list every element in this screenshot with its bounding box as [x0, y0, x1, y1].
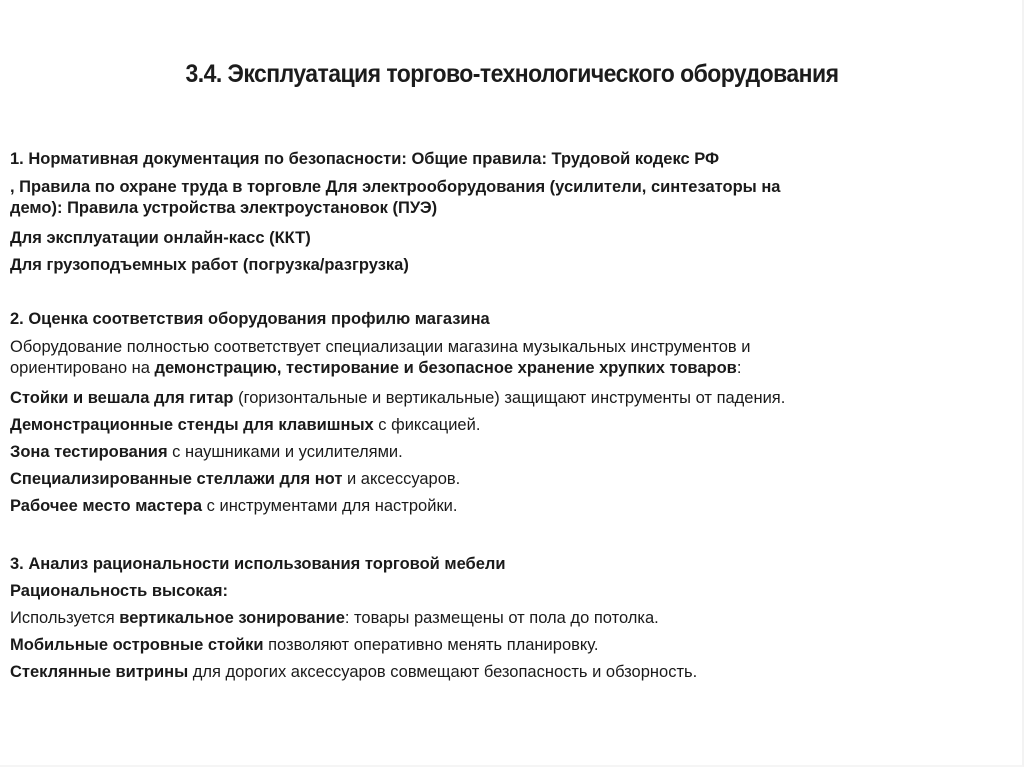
item-bold: Зона тестирования — [10, 443, 168, 461]
item-text: позволяют оперативно менять планировку. — [263, 636, 599, 654]
section-3-heading: 3. Анализ рациональности использования торговой мебели — [10, 555, 506, 573]
list-item — [10, 412, 1010, 439]
item-bold: Демонстрационные стенды для клавишных — [10, 416, 374, 434]
list-item — [10, 605, 1010, 632]
item-bold: Мобильные островные стойки — [10, 636, 264, 654]
list-item — [10, 466, 1010, 493]
item-text: с инструментами для настройки. — [202, 497, 458, 515]
item-bold: Специализированные стеллажи для нот — [10, 470, 343, 488]
section-furniture-analysis — [10, 551, 1010, 686]
item-bold: вертикальное зонирование — [119, 609, 345, 627]
spacer — [10, 279, 1010, 306]
section-equipment-assessment — [10, 306, 1010, 520]
section-2-intro: Оборудование полностью соответствует специализации магазина музыкальных инструментов и — [10, 338, 751, 356]
item-text: Используется — [10, 609, 120, 627]
section-1-line: Для эксплуатации онлайн-касс (ККТ) — [10, 229, 311, 247]
item-text: и аксессуаров. — [342, 470, 461, 488]
item-text: для дорогих аксессуаров совмещают безопасность и обзорность. — [188, 663, 698, 681]
item-bold: Стойки и вешала для гитар — [10, 389, 234, 407]
section-1-line: демо): Правила устройства электроустановок (ПУЭ) — [10, 199, 438, 217]
section-safety-docs — [10, 146, 1010, 279]
list-item — [10, 385, 1010, 412]
item-text: с фиксацией. — [373, 416, 481, 434]
list-item — [10, 659, 1010, 686]
section-1-line: , Правила по охране труда в торговле Для электрооборудования (усилители, синтезаторы на — [10, 178, 781, 196]
item-text: (горизонтальные и вертикальные) защищают инструменты от падения. — [233, 389, 786, 407]
section-1-line: 1. Нормативная документация по безопасности: Общие правила: Трудовой кодекс РФ — [10, 150, 720, 168]
list-item — [10, 493, 1010, 520]
slide-content — [10, 146, 1010, 686]
section-2-intro — [10, 358, 1010, 379]
intro-text: ориентировано на — [10, 359, 155, 377]
section-1-line: Для грузоподъемных работ (погрузка/разгрузка) — [10, 256, 409, 274]
item-bold: Рабочее место мастера — [10, 497, 203, 515]
section-3-subheading: Рациональность высокая: — [10, 582, 228, 600]
item-text: : товары размещены от пола до потолка. — [344, 609, 659, 627]
spacer — [10, 520, 1010, 551]
item-bold: Стеклянные витрины — [10, 663, 189, 681]
section-2-heading: 2. Оценка соответствия оборудования профилю магазина — [10, 310, 490, 328]
item-text: с наушниками и усилителями. — [167, 443, 403, 461]
intro-emphasis: демонстрацию, тестирование и безопасное хранение хрупких товаров — [154, 359, 737, 377]
intro-text: : — [736, 359, 742, 377]
list-item — [10, 632, 1010, 659]
list-item — [10, 439, 1010, 466]
slide-title: 3.4. Эксплуатация торгово-технологического оборудования — [185, 60, 839, 88]
